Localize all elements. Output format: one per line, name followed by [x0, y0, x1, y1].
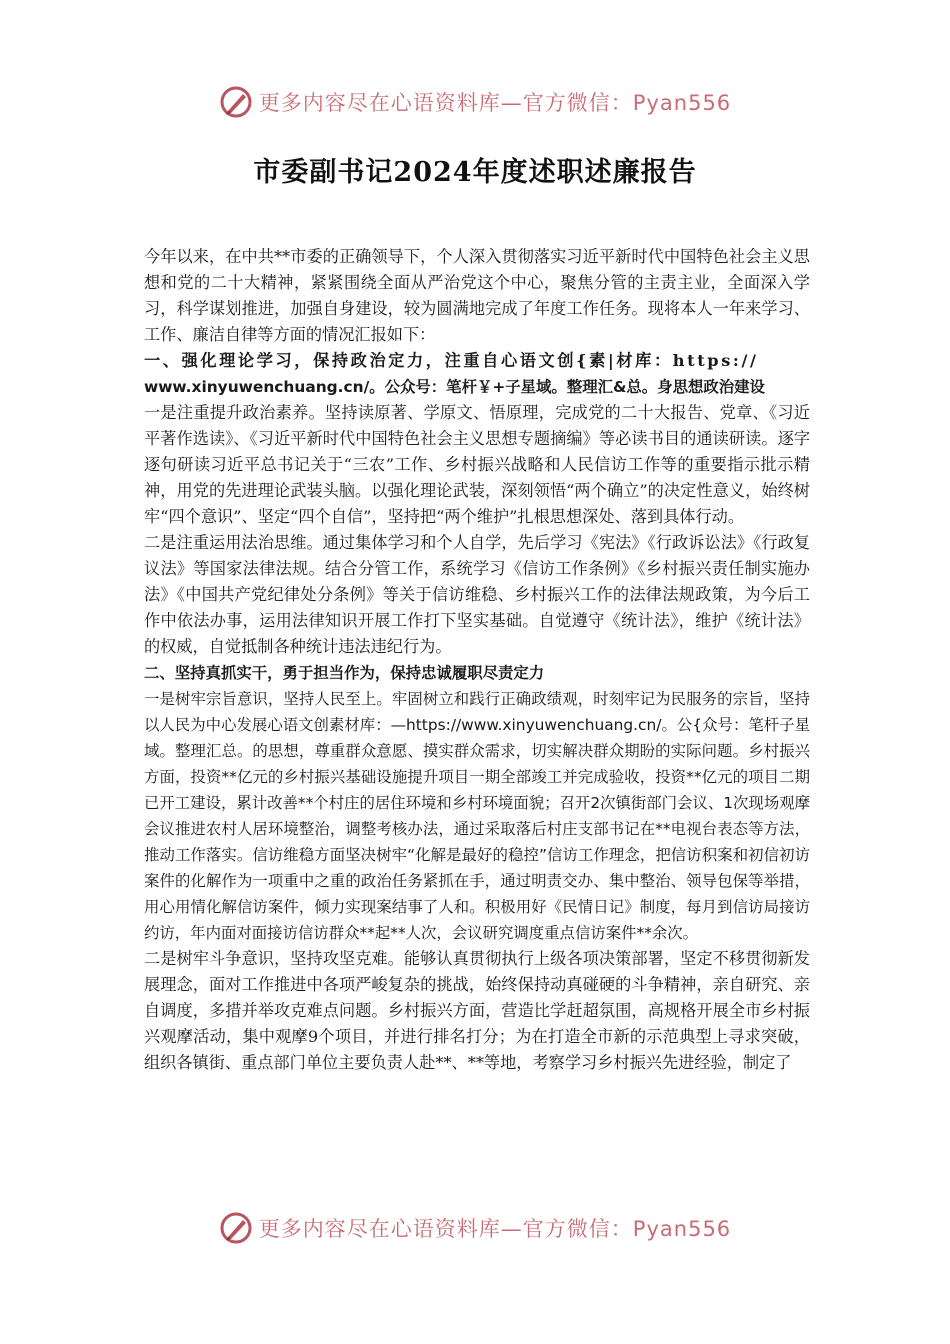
paragraph-people-first: 一是树牢宗旨意识，坚持人民至上。牢固树立和践行正确政绩观，时刻牢记为民服务的宗旨，坚持以人民为中心发展心语文创素材库：—https://www.xinyuwenchuang.cn/。公{众号：笔杆子星域。整理汇总。的思想，尊重群众意愿、摸实群众需求，切实解决群众期盼的实际问题。乡村振兴方面，投资**亿元的乡村振兴基础设施提升项目一期全部竣工并完成验收，投资**亿元的项目二期已开工建设，累计改善**个村庄的居住环境和乡村环境面貌；召开2次镇街部门会议、1次现场观摩会议推进农村人居环境整治，调整考核办法，通过采取落后村庄支部书记在**电视台表态等方法，推动工作落实。信访维稳方面坚决树牢“化解是最好的稳控”信访工作理念，把信访积案和初信初访案件的化解作为一项重中之重的政治任务紧抓在手，通过明责交办、集中整治、领导包保等举措，用心用情化解信访案件，倾力实现案结事了人和。积极用好《民情日记》制度，每月到信访局接访约访，年内面对面接访信访群众**起**人次，会议研究调度重点信访案件**余次。 [144, 690, 810, 942]
paragraph-political-literacy: 一是注重提升政治素养。坚持读原著、学原文、悟原理，完成党的二十大报告、党章、《习近平著作选读》、《习近平新时代中国特色社会主义思想专题摘编》等必读书目的通读研读。逐字逐句研读习近平总书记关于“三农”工作、乡村振兴战略和人民信访工作等的重要指示批示精神，用党的先进理论武装头脑。以强化理论武装，深刻领悟“两个确立”的决定性意义，始终树牢“四个意识”、坚定“四个自信”，坚持把“两个维护”扎根思想深处、落到具体行动。 [144, 403, 810, 526]
watermark-banner-top [0, 82, 950, 122]
watermark-text: 更多内容尽在心语资料库—官方微信：Pyan556 [258, 91, 732, 115]
section-heading-1: 一、强化理论学习，保持政治定力，注重自心语文创{素|材库：https:// [144, 351, 759, 370]
document-title: 市委副书记2024年度述职述廉报告 [253, 157, 697, 188]
brush-logo-icon [219, 85, 253, 119]
paragraph-struggle-spirit: 二是树牢斗争意识，坚持攻坚克难。能够认真贯彻执行上级各项决策部署，坚定不移贯彻新发展理念，面对工作推进中各项严峻复杂的挑战，始终保持动真碰硬的斗争精神，亲自研究、亲自调度，多措并举攻克难点问题。乡村振兴方面，营造比学赶超氛围，高规格开展全市乡村振兴观摩活动，集中观摩9个项目，并进行排名打分；为在打造全市新的示范典型上寻求突破，组织各镇街、重点部门单位主要负责人赴**、**等地，考察学习乡村振兴先进经验，制定了 [144, 949, 810, 1072]
watermark-banner-bottom [0, 1208, 950, 1248]
section-heading-2: 二、坚持真抓实干，勇于担当作为，保持忠诚履职尽责定力 [144, 664, 545, 682]
section-heading-1-continued: www.xinyuwenchuang.cn/。公众号：笔杆￥+子星域。整理汇&总。身思想政治建设 [144, 378, 765, 396]
watermark-text: 更多内容尽在心语资料库—官方微信：Pyan556 [258, 1217, 732, 1241]
intro-paragraph: 今年以来，在中共**市委的正确领导下，个人深入贯彻落实习近平新时代中国特色社会主义思想和党的二十大精神，紧紧围绕全面从严治党这个中心，聚焦分管的主责主业，全面深入学习，科学谋划推进，加强自身建设，较为圆满地完成了年度工作任务。现将本人一年来学习、工作、廉洁自律等方面的情况汇报如下： [144, 247, 810, 344]
document-body [144, 244, 810, 1076]
brush-logo-icon [219, 1211, 253, 1245]
paragraph-rule-of-law: 二是注重运用法治思维。通过集体学习和个人自学，先后学习《宪法》《行政诉讼法》《行政复议法》等国家法律法规。结合分管工作，系统学习《信访工作条例》《乡村振兴责任制实施办法》《中国共产党纪律处分条例》等关于信访维稳、乡村振兴工作的法律法规政策，为今后工作中依法办事，运用法律知识开展工作打下坚实基础。自觉遵守《统计法》，维护《统计法》的权威，自觉抵制各种统计违法违纪行为。 [144, 533, 810, 656]
